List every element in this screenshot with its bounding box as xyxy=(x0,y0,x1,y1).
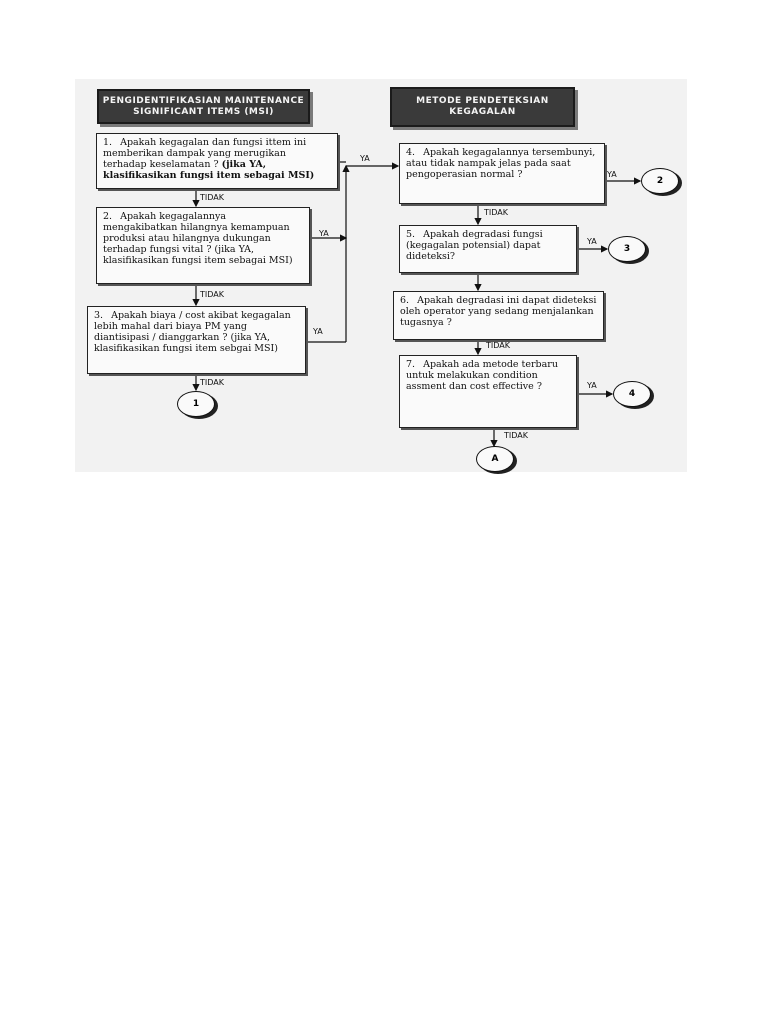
label-ya-2: YA xyxy=(319,229,329,238)
connector-4-label: 4 xyxy=(628,389,636,399)
step-6-box xyxy=(393,291,604,340)
step-2-text: Apakah kegagalannya mengakibatkan hilangnya kemampuan produksi atau hilangnya dukungan terhadap fungsi vital ? (jika YA, klasifikasikan fungsi item sebagai MSI) xyxy=(103,211,293,266)
step-2-box xyxy=(96,207,310,284)
step-3-text: Apakah biaya / cost akibat kegagalan lebih mahal dari biaya PM yang diantisipasi / dianggarkan ? (jika YA, klasifikasikan fungsi item sebgai MSI) xyxy=(94,310,291,354)
step-3-number: 3. xyxy=(94,310,104,321)
connector-3 xyxy=(608,236,646,262)
label-ya-3: YA xyxy=(313,327,323,336)
step-7-number: 7. xyxy=(406,359,416,370)
step-6-text: Apakah degradasi ini dapat dideteksi oleh operator yang sedang menjalankan tugasnya ? xyxy=(400,295,597,328)
connector-3-label: 3 xyxy=(623,244,631,254)
step-5-number: 5. xyxy=(406,229,416,240)
step-5-text: Apakah degradasi fungsi (kegagalan potensial) dapat dideteksi? xyxy=(406,229,543,262)
step-1-text: Apakah kegagalan dan fungsi ittem ini memberikan dampak yang merugikan terhadap keselamatan ? xyxy=(103,137,307,170)
step-1-box xyxy=(96,133,338,189)
connector-a xyxy=(476,446,514,472)
step-4-box xyxy=(399,143,605,204)
header-detection xyxy=(390,87,575,127)
header-msi-text: PENGIDENTIFIKASIAN MAINTENANCE SIGNIFICANT ITEMS (MSI) xyxy=(102,95,305,117)
label-tidak-1: TIDAK xyxy=(200,193,224,202)
connector-2-label: 2 xyxy=(656,176,664,186)
connector-1-label: 1 xyxy=(192,399,200,409)
label-tidak-5: TIDAK xyxy=(486,341,510,350)
label-tidak-3: TIDAK xyxy=(200,378,224,387)
step-3-box xyxy=(87,306,306,374)
connector-1 xyxy=(177,391,215,417)
label-tidak-4: TIDAK xyxy=(484,208,508,217)
connector-a-label: A xyxy=(491,454,499,464)
header-detection-text: METODE PENDETEKSIAN KEGAGALAN xyxy=(416,96,549,117)
label-tidak-6: TIDAK xyxy=(504,431,528,440)
connector-2 xyxy=(641,168,679,194)
step-7-box xyxy=(399,355,577,428)
label-ya-6: YA xyxy=(587,381,597,390)
step-1-emphasis: (jika YA, klasifikasikan fungsi item sebagai MSI) xyxy=(103,159,315,181)
step-5-box xyxy=(399,225,577,273)
label-ya-4: YA xyxy=(607,170,617,179)
step-2-number: 2. xyxy=(103,211,113,222)
label-ya-1: YA xyxy=(360,154,370,163)
label-tidak-2: TIDAK xyxy=(200,290,224,299)
connector-4 xyxy=(613,381,651,407)
step-1-number: 1. xyxy=(103,137,113,148)
header-msi xyxy=(97,89,310,124)
step-4-text: Apakah kegagalannya tersembunyi, atau tidak nampak jelas pada saat pengoperasian normal ? xyxy=(406,147,596,180)
step-7-text: Apakah ada metode terbaru untuk melakukan condition assment dan cost effective ? xyxy=(406,359,558,392)
step-6-number: 6. xyxy=(400,295,410,306)
label-ya-5: YA xyxy=(587,237,597,246)
step-4-number: 4. xyxy=(406,147,416,158)
